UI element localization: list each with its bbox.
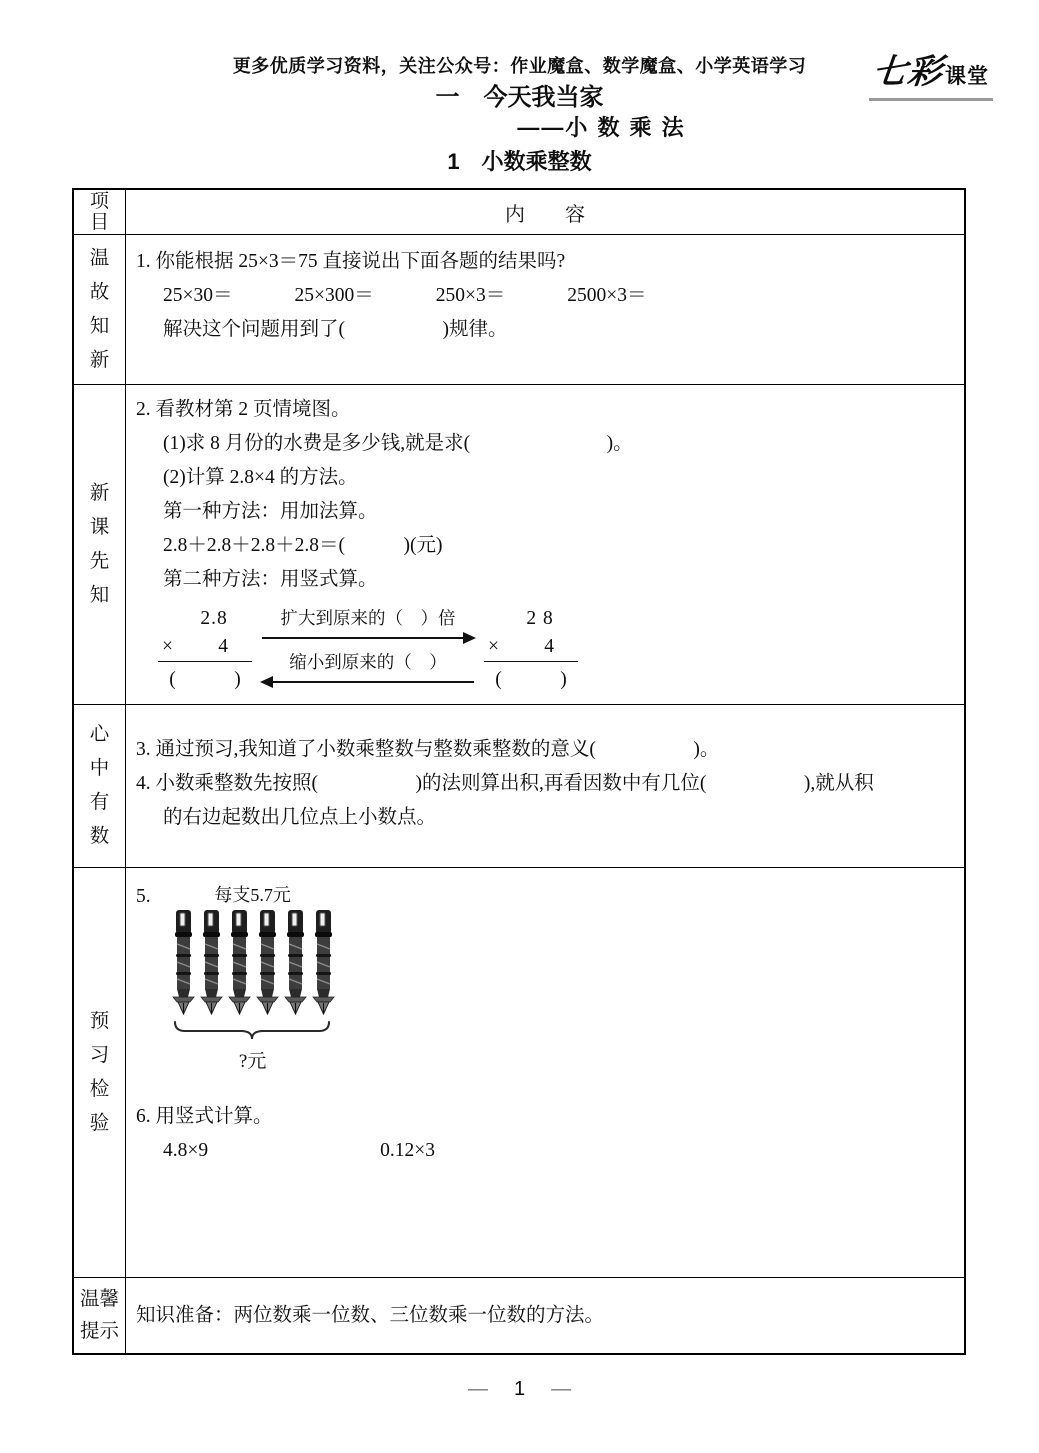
pens-image: [167, 908, 339, 1044]
worksheet-table: [72, 188, 966, 1355]
logo-calligraphy-text: 七彩: [870, 54, 945, 91]
equation-blank: 250×3＝: [435, 285, 506, 306]
table-row-review: [74, 234, 964, 384]
equation-row: [136, 279, 964, 313]
row-label-cell: [74, 868, 126, 1277]
row-label-cell: [74, 235, 126, 384]
row-label-cell: [74, 385, 126, 704]
question-2-1: (1)求 8 月份的水费是多少钱,就是求( )。: [163, 433, 633, 454]
calc-exercise: 4.8×9: [163, 1140, 209, 1161]
pen-icon: [257, 910, 278, 1014]
method-2-line: 第二种方法：用竖式算。: [163, 569, 378, 590]
row-label-review: 温故知新: [89, 247, 110, 371]
page-footer: [0, 1378, 1039, 1401]
table-row-preview: [74, 384, 964, 704]
question-4b: 的右边起数出几位点上小数点。: [163, 807, 437, 828]
question-2: 2. 看教材第 2 页情境图。: [136, 399, 351, 420]
unit-subtitle: ——小 数 乘 法: [517, 115, 686, 140]
table-row-check: [74, 867, 964, 1277]
column-header-content: 内 容: [505, 203, 585, 226]
row-label-cell: [74, 1278, 126, 1353]
vertical-multiplication-right: [484, 605, 578, 694]
footer-dash: —: [467, 1378, 488, 1400]
transform-arrows: [262, 605, 474, 683]
question-5-number: 5.: [136, 886, 151, 907]
row-label-cell: [74, 705, 126, 867]
footer-dash: —: [551, 1378, 572, 1400]
expand-arrow-icon: [262, 637, 474, 639]
product-blank: ( ): [169, 669, 241, 690]
brace-icon: [175, 1022, 329, 1039]
pen-icon: [313, 910, 334, 1014]
multiply-sign: ×: [488, 636, 499, 657]
multiplier: 4: [544, 636, 554, 657]
method-1-line: 第一种方法：用加法算。: [163, 501, 378, 522]
pen-icon: [173, 910, 194, 1014]
question-4a: 4. 小数乘整数先按照( )的法则算出积,再看因数中有几位( ),就从积: [136, 773, 874, 794]
multiply-sign: ×: [162, 636, 173, 657]
total-question-label: ?元: [238, 1051, 267, 1072]
price-label: 每支5.7元: [214, 885, 291, 905]
header-item-cell: [74, 190, 126, 234]
row-label-mind: 心中有数: [89, 724, 110, 847]
check-content: [126, 868, 964, 1277]
calc-exercise: 0.12×3: [380, 1140, 435, 1161]
table-row-tips: [74, 1277, 964, 1353]
pens-illustration: [165, 882, 341, 1074]
preview-content: [126, 385, 964, 704]
addition-line: 2.8＋2.8＋2.8＋2.8＝( )(元): [163, 535, 443, 556]
expand-group: [262, 607, 474, 639]
row-label-preview: 新课先知: [89, 482, 110, 606]
equation-blank: 25×300＝: [294, 285, 374, 306]
multiplicand: 2.8: [200, 608, 228, 629]
multiplication-transform-diagram: [158, 605, 964, 694]
multiplicand: 2 8: [526, 608, 554, 629]
shrink-group: [262, 651, 474, 683]
page-number: 1: [513, 1378, 526, 1400]
column-header-item: 项目: [89, 191, 109, 233]
question-5: [136, 882, 964, 1074]
review-content: [126, 235, 964, 384]
shrink-arrow-icon: [262, 681, 474, 683]
product-blank: ( ): [495, 669, 567, 690]
equation-blank: 25×30＝: [163, 285, 233, 306]
shrink-label: 缩小到原来的（ ）: [289, 652, 447, 672]
multiplier-row: [484, 633, 578, 662]
equation-blank: 2500×3＝: [567, 285, 647, 306]
promo-banner: 更多优质学习资料，关注公众号：作业魔盒、数学魔盒、小学英语学习: [232, 56, 807, 76]
row-label-tips: 温馨提示: [79, 1288, 119, 1342]
question-3: 3. 通过预习,我知道了小数乘整数与整数乘整数的意义( )。: [136, 739, 720, 760]
question-1-fill: 解决这个问题用到了( )规律。: [163, 319, 508, 340]
pen-icon: [285, 910, 306, 1014]
table-header-row: [74, 190, 964, 234]
unit-title: 一 今天我当家: [435, 84, 604, 111]
mind-content: [126, 705, 964, 867]
pen-icon: [229, 910, 250, 1014]
question-1: 1. 你能根据 25×3＝75 直接说出下面各题的结果吗?: [136, 251, 566, 272]
multiplier: 4: [218, 636, 228, 657]
row-label-check: 预习检验: [89, 1010, 110, 1134]
logo-sub-text: 课堂: [945, 65, 989, 88]
vertical-multiplication-left: [158, 605, 252, 694]
tips-text: 知识准备：两位数乘一位数、三位数乘一位数的方法。: [136, 1304, 605, 1326]
question-6: 6. 用竖式计算。: [136, 1106, 273, 1127]
question-2-2: (2)计算 2.8×4 的方法。: [163, 467, 358, 488]
table-row-mind: [74, 704, 964, 867]
lesson-title: 1 小数乘整数: [447, 149, 592, 174]
tips-content: [126, 1278, 964, 1353]
expand-label: 扩大到原来的（ ）倍: [280, 608, 456, 628]
multiplier-row: [158, 633, 252, 662]
vertical-calc-exercises: [136, 1134, 964, 1168]
pen-icon: [201, 910, 222, 1014]
